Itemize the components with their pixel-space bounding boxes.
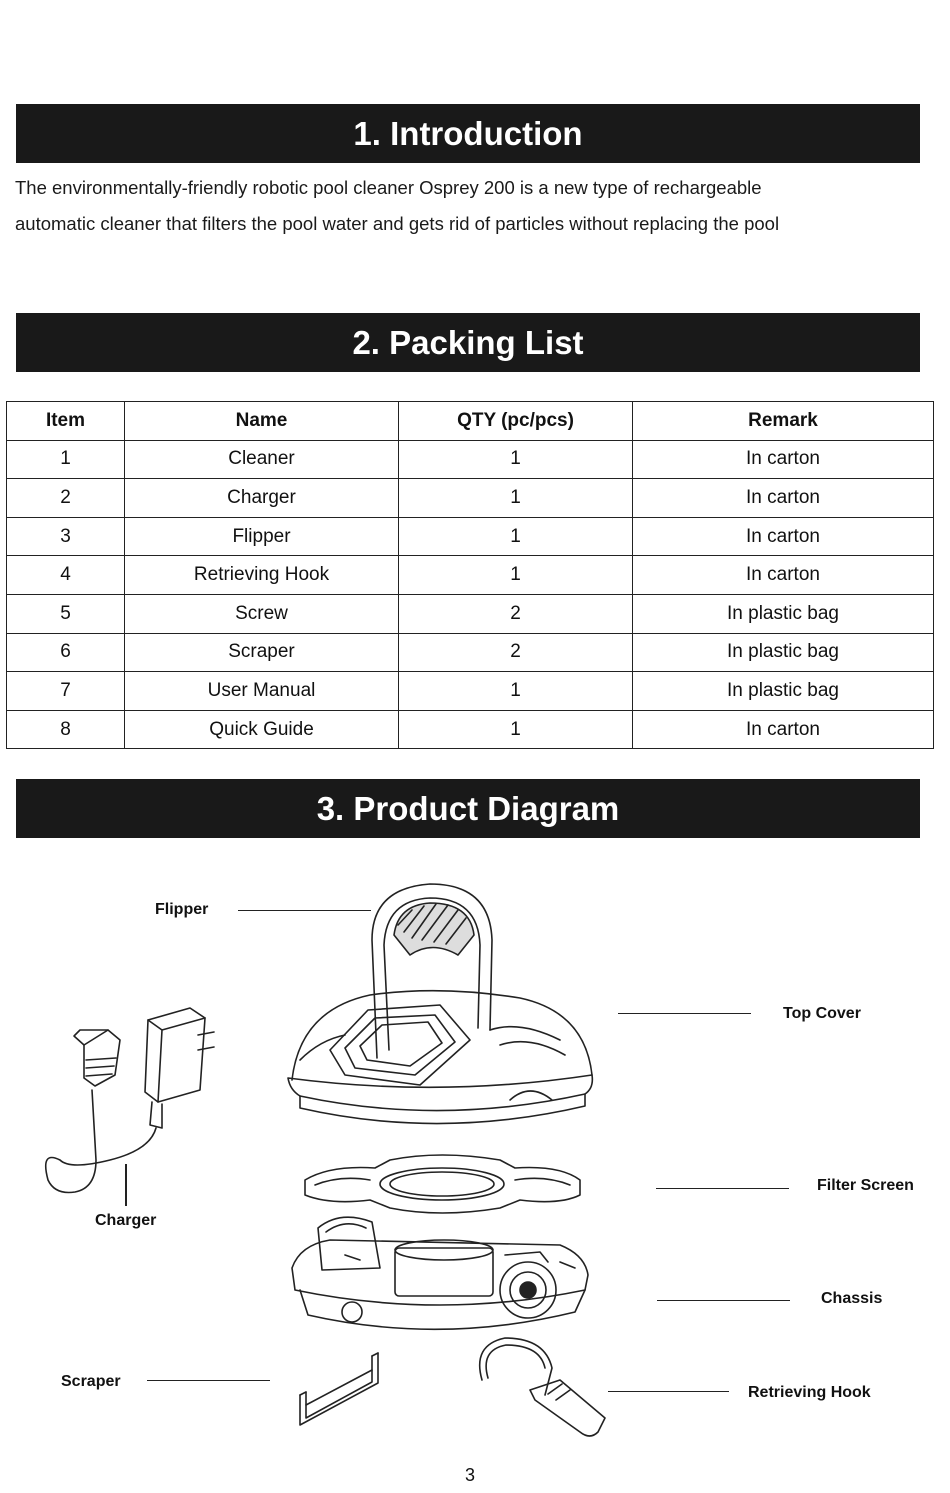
intro-text-line-2: automatic cleaner that filters the pool water and gets rid of particles without replacing the pool [15,213,780,234]
label-filter-screen: Filter Screen [817,1177,914,1194]
cell-item: 1 [7,440,125,479]
cell-qty: 1 [399,556,633,595]
cell-qty: 1 [399,517,633,556]
intro-text-line-1: The environmentally-friendly robotic pool cleaner Osprey 200 is a new type of rechargeable [15,177,762,198]
cell-remark: In plastic bag [633,672,934,711]
top-cover-illustration [288,991,592,1124]
cell-qty: 2 [399,594,633,633]
cell-name: Scraper [125,633,399,672]
cell-name: Screw [125,594,399,633]
retrieving-hook-leader-line [608,1391,729,1392]
label-top-cover: Top Cover [783,1005,861,1022]
chassis-illustration [292,1217,588,1329]
header-item: Item [7,402,125,441]
flipper-leader-line [238,910,371,911]
cell-item: 6 [7,633,125,672]
cell-item: 3 [7,517,125,556]
section-heading-product-diagram: 3. Product Diagram [16,779,920,838]
cell-name: User Manual [125,672,399,711]
cell-remark: In plastic bag [633,594,934,633]
cell-item: 7 [7,672,125,711]
retrieving-hook-illustration [480,1338,605,1436]
filter-screen-illustration [305,1155,580,1213]
cell-qty: 2 [399,633,633,672]
section-heading-introduction: 1. Introduction [16,104,920,163]
cell-qty: 1 [399,479,633,518]
cell-remark: In plastic bag [633,633,934,672]
section-heading-packing-list: 2. Packing List [16,313,920,372]
label-retrieving-hook: Retrieving Hook [748,1384,871,1401]
top-cover-leader-line [618,1013,751,1014]
cell-name: Flipper [125,517,399,556]
cell-item: 5 [7,594,125,633]
filter-screen-leader-line [656,1188,789,1189]
label-flipper: Flipper [155,901,209,918]
cell-remark: In carton [633,479,934,518]
cell-item: 2 [7,479,125,518]
chassis-leader-line [657,1300,790,1301]
header-remark: Remark [633,402,934,441]
cell-remark: In carton [633,517,934,556]
cell-name: Cleaner [125,440,399,479]
cell-qty: 1 [399,710,633,749]
cell-remark: In carton [633,710,934,749]
flipper-illustration [372,884,492,1058]
cell-item: 8 [7,710,125,749]
cell-remark: In carton [633,556,934,595]
page-number: 3 [464,1465,475,1485]
cell-name: Retrieving Hook [125,556,399,595]
label-chassis: Chassis [821,1290,883,1307]
header-name: Name [125,402,399,441]
cell-name: Quick Guide [125,710,399,749]
scraper-leader-line [147,1380,270,1381]
cell-name: Charger [125,479,399,518]
label-charger: Charger [95,1212,157,1229]
cell-qty: 1 [399,440,633,479]
cell-item: 4 [7,556,125,595]
charger-leader-line [125,1164,127,1206]
cell-qty: 1 [399,672,633,711]
label-scraper: Scraper [61,1373,121,1390]
scraper-illustration [300,1353,378,1425]
cell-remark: In carton [633,440,934,479]
charger-illustration [46,1008,214,1193]
header-qty: QTY (pc/pcs) [399,402,633,441]
